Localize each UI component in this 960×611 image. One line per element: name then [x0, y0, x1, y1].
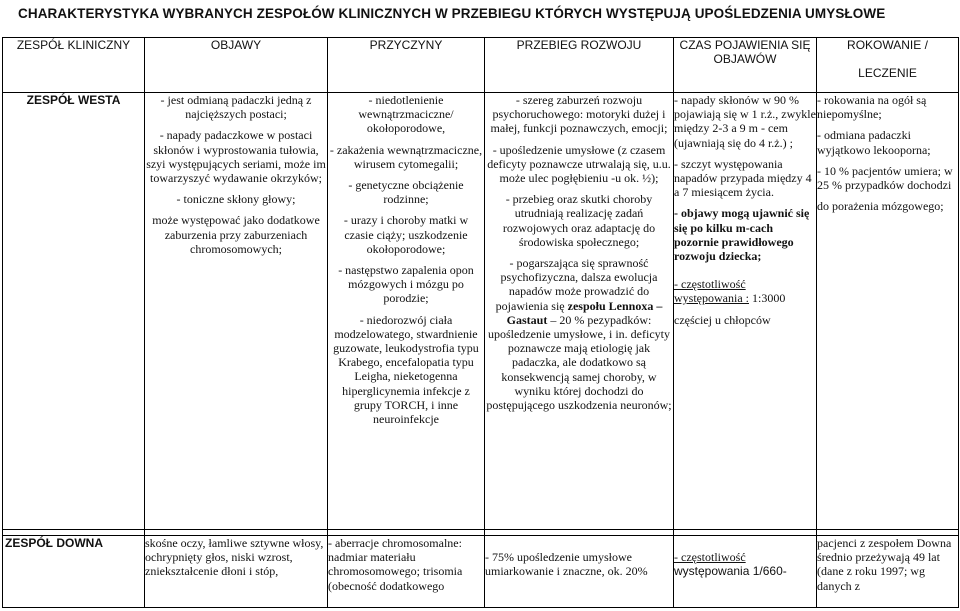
down-causes: - aberracje chromosomalne: nadmiar materiału chromosomowego; trisomia (obecność dodatkowego [328, 536, 485, 608]
table-row-west [3, 93, 959, 530]
west-symptoms-2: - napady padaczkowe w postaci skłonów i wyprostowania tułowia, szyi występujących seriami, może im towarzyszyć wydawanie okrzyków; [146, 128, 326, 186]
west-course-4 [485, 256, 673, 412]
header-prognosis-line2: LECZENIE [858, 66, 917, 80]
down-symptoms: skośne oczy, łamliwe sztywne włosy, ochrypnięty głos, niski wzrost, zniekształcenie dłoni i stóp, [145, 536, 328, 608]
west-course-2: - upośledzenie umysłowe (z czasem deficyty poznawcze utrwalają się, u.u. może ulec pogłębieniu -u ok. ½); [487, 142, 671, 186]
west-prognosis-4: do porażenia mózgowego; [817, 199, 944, 214]
header-prognosis-line1: ROKOWANIE / [847, 38, 928, 52]
west-causes-4: - urazy i choroby matki w czasie ciąży; uszkodzenie okołoporodowe; [343, 213, 469, 256]
west-onset-frequency-value: 1:3000 [748, 291, 786, 306]
west-course-1: - szereg zaburzeń rozwoju psychoruchowego: motoryki dużej i małej, funkcji poznawczych, emocji; [490, 93, 668, 136]
header-onset-line1: CZAS POJAWIENIA SIĘ [679, 38, 811, 52]
syndrome-name-west: ZESPÓŁ WESTA [3, 93, 145, 530]
down-prognosis: pacjenci z zespołem Downa średnio przeżywają 49 lat (dane z roku 1997; wg danych z [817, 536, 959, 608]
west-symptoms [145, 93, 328, 530]
west-onset [674, 93, 817, 530]
west-causes-6: - niedorozwój ciała modzelowatego, stwardnienie guzowate, leukodystrofia typu Krabego, encefalopatia typu Leigha, nieketogenna hiperglicynemia infekcje z grupy TORCH, i inne neuroinfekcje [333, 312, 479, 427]
header-row [3, 38, 959, 93]
syndrome-name-down: ZESPÓŁ DOWNA [3, 536, 145, 608]
down-onset-label: - częstotliwość [674, 550, 746, 564]
down-onset-value: występowania 1/660- [674, 564, 787, 579]
west-symptoms-1: - jest odmianą padaczki jedną z najcięższych postaci; [160, 93, 312, 122]
down-onset [674, 536, 817, 608]
header-symptoms: OBJAWY [145, 38, 328, 93]
west-causes-3: - genetyczne obciążenie rodzinne; [348, 178, 464, 207]
west-course-4c: – 20 % pezypadków: upośledzenie umysłowe, i in. deficyty poznawcze mają etiologię jak padaczka, ale dodatkowo są konsekwencją samej choroby, w wyniku której dochodzi do postępującego uszkodzenia neuronów; [486, 312, 672, 413]
header-syndrome: ZESPÓŁ KLINICZNY [3, 38, 145, 93]
page-title: CHARAKTERYSTYKA WYBRANYCH ZESPOŁÓW KLINICZNYCH W PRZEBIEGU KTÓRYCH WYSTĘPUJĄ UPOŚLEDZENIA UMYSŁOWE [18, 6, 886, 21]
west-causes [328, 93, 485, 530]
west-causes-5: - następstwo zapalenia opon mózgowych i mózgu po porodzie; [338, 263, 474, 306]
down-course: - 75% upośledzenie umysłowe umiarkowanie i znaczne, ok. 20% [485, 536, 674, 608]
west-prognosis [817, 93, 959, 530]
clinical-syndromes-table [2, 37, 959, 608]
header-prognosis [817, 38, 959, 93]
header-onset-line2: OBJAWÓW [713, 52, 777, 66]
west-onset-1: - napady skłonów w 90 % pojawiają się w 1 r.ż., zwykle między 2-3 a 9 m - cem (ujawniają się do 4 r.ż.) ; [674, 93, 816, 150]
west-onset-5: częściej u chłopców [674, 312, 771, 327]
west-onset-frequency-label: - częstotliwość występowania : [674, 277, 749, 306]
west-course-4a: - pogarszająca się sprawność psychofizyczna, dalsza ewolucja napadów może prowadzić do pojawienia się [495, 256, 658, 313]
west-course-3: - przebieg oraz skutki choroby utrudniają realizację zadań rozwojowych oraz adaptację do środowiska społecznego; [502, 192, 656, 249]
table-row-down [3, 536, 959, 608]
west-symptoms-4: może występować jako dodatkowe zaburzenia przy zaburzeniach chromosomowych; [152, 213, 320, 256]
west-prognosis-1: - rokowania na ogół są niepomyślne; [817, 93, 927, 122]
west-course [485, 93, 674, 530]
west-symptoms-3: - toniczne skłony głowy; [176, 192, 296, 207]
west-onset-2: - szczyt występowania napadów przypada między 4 a 7 miesiącem życia. [674, 156, 812, 200]
header-onset [674, 38, 817, 93]
header-course: PRZEBIEG ROZWOJU [485, 38, 674, 93]
west-prognosis-2: - odmiana padaczki wyjątkowo lekooporna; [817, 128, 931, 157]
west-course-lennox: zespołu Lennoxa – Gastaut [506, 298, 663, 327]
west-onset-3: - objawy mogą ujawnić się się po kilku m-cach pozornie prawidłowego rozwoju dziecka; [674, 206, 810, 264]
west-causes-2: - zakażenia wewnątrzmaciczne, wirusem cytomegalii; [329, 142, 483, 171]
west-prognosis-3: - 10 % pacjentów umiera; w 25 % przypadków dochodzi [817, 163, 953, 193]
header-causes: PRZYCZYNY [328, 38, 485, 93]
west-onset-4 [674, 277, 816, 305]
west-causes-1: - niedotlenienie wewnątrzmaciczne/ okołoporodowe, [358, 93, 454, 136]
